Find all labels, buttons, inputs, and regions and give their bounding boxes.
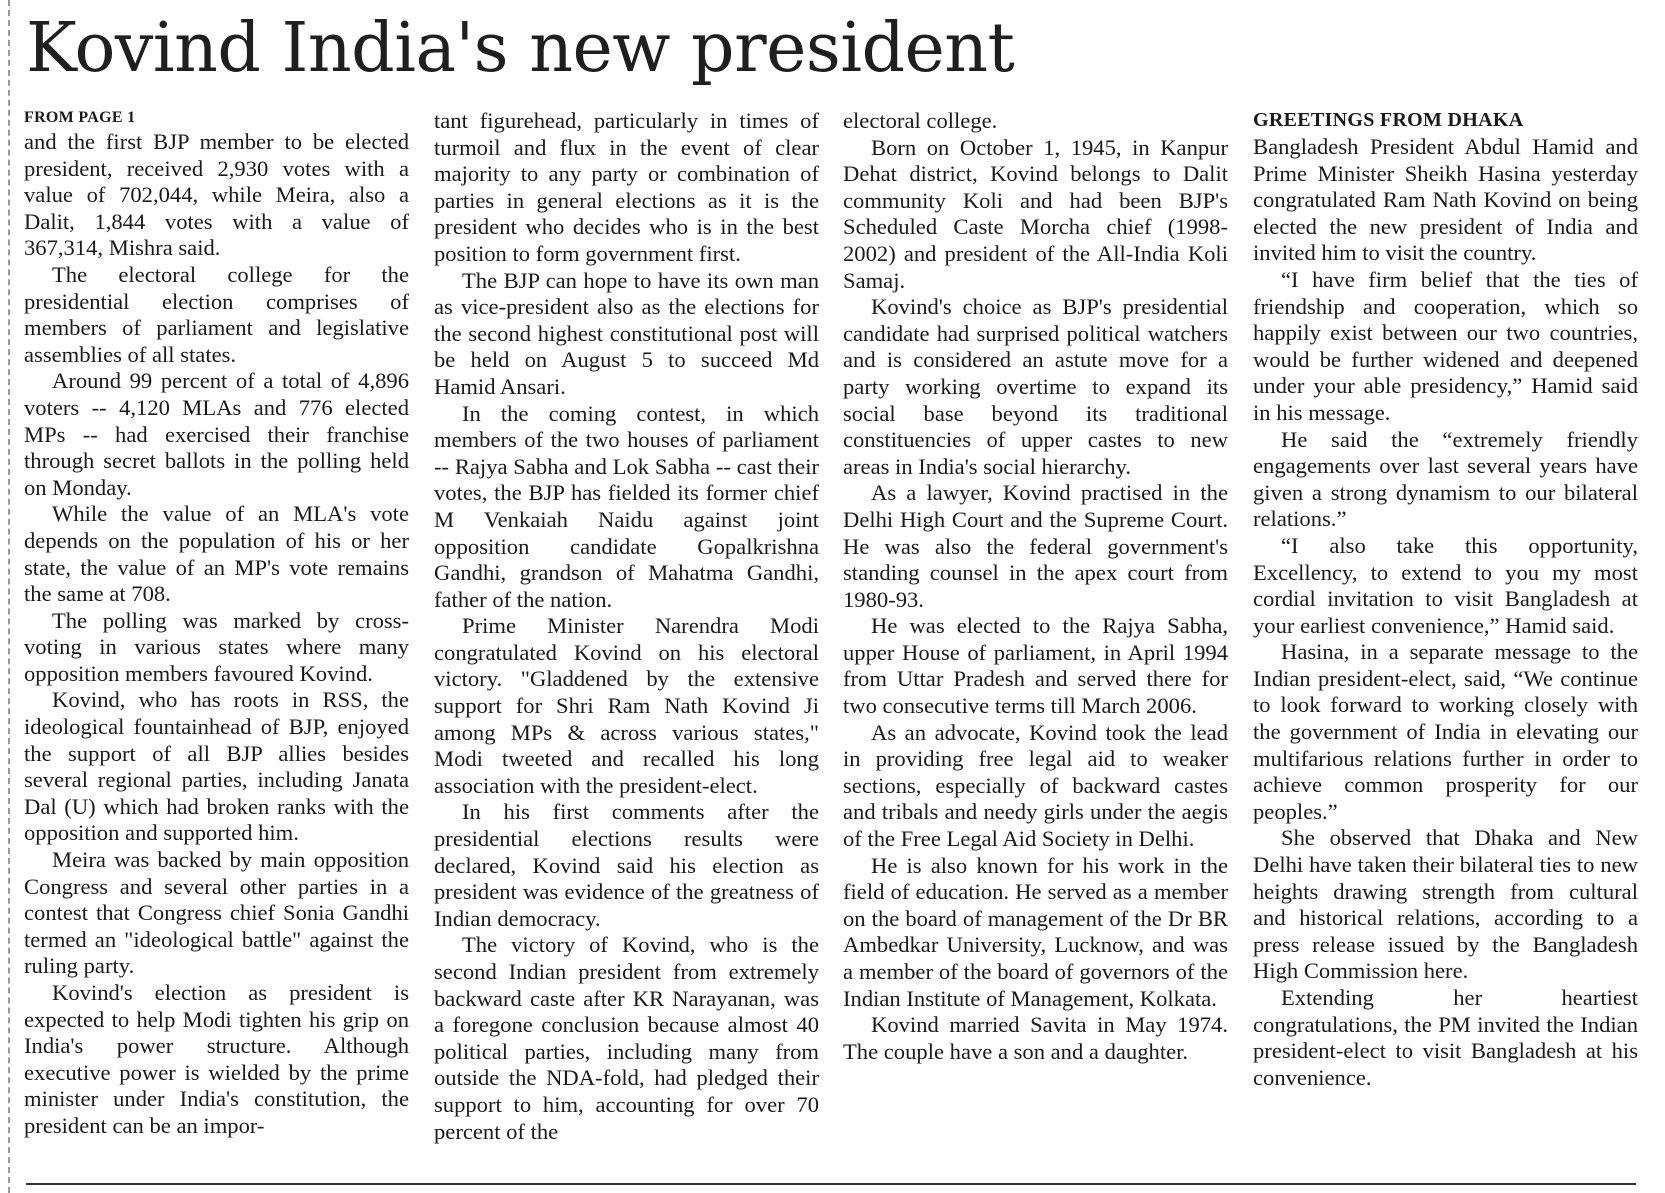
paragraph: The BJP can hope to have its own man as vice-president also as the elections for the second highest constitutional post will be held on August 5 to succeed Md Hamid Ansari. (434, 267, 819, 399)
paragraph: In the coming contest, in which members of the two houses of parliament -- Rajya Sabha and Lok Sabha -- cast their votes, the BJP has fielded its former chief M Venkaiah Naidu against joint opposition candidate Gopalkrishna Gandhi, grandson of Mahatma Gandhi, father of the nation. (434, 400, 819, 612)
subhead-greetings: GREETINGS FROM DHAKA (1253, 109, 1524, 131)
paragraph: She observed that Dhaka and New Delhi have taken their bilateral ties to new heights drawing strength from cultural and historical relations, according to a press release issued by the Bangladesh High Commission here. (1253, 825, 1638, 984)
paragraph: Hasina, in a separate message to the Indian president-elect, said, “We continue to look forward to working closely with the government of India in elevating our multifarious relations further in order to achieve common prosperity for our peoples.” (1253, 639, 1638, 824)
paragraph: He was elected to the Rajya Sabha, upper House of parliament, in April 1994 from Uttar Pradesh and served there for two consecutive terms till March 2006. (843, 613, 1228, 719)
column-4 (1253, 108, 1638, 1091)
paragraph: Kovind's election as president is expected to help Modi tighten his grip on India's power structure. Although executive power is wielded by the prime minister under India's constitution, the president can be an impor- (24, 980, 409, 1138)
page-fold-rule (8, 0, 10, 1193)
column-2 (434, 108, 819, 1145)
paragraph: Prime Minister Narendra Modi congratulated Kovind on his electoral victory. "Gladdened by the extensive support for Shri Ram Nath Kovind Ji among MPs & across various states," Modi tweeted and recalled his long association with the president-elect. (434, 613, 819, 798)
paragraph: Around 99 percent of a total of 4,896 voters -- 4,120 MLAs and 776 elected MPs -- had exercised their franchise through secret ballots in the polling held on Monday. (24, 368, 409, 500)
paragraph: The polling was marked by cross-voting in various states where many opposition members favoured Kovind. (24, 607, 409, 686)
paragraph: Extending her heartiest congratulations, the PM invited the Indian president-elect to visit Bangladesh at his convenience. (1253, 985, 1638, 1090)
paragraph: Kovind married Savita in May 1974. The couple have a son and a daughter. (843, 1012, 1228, 1064)
paragraph: In his first comments after the presidential elections results were declared, Kovind said his election as president was evidence of the greatness of Indian democracy. (434, 799, 819, 931)
paragraph: As an advocate, Kovind took the lead in providing free legal aid to weaker sections, especially of backward castes and tribals and needy girls under the aegis of the Free Legal Aid Society in Delhi. (843, 719, 1228, 852)
paragraph: “I also take this opportunity, Excellency, to extend to you my most cordial invitation to visit Bangladesh at your earliest convenience,” Hamid said. (1253, 532, 1638, 638)
paragraph: The electoral college for the presidential election comprises of members of parliament and legislative assemblies of all states. (24, 261, 409, 367)
paragraph: While the value of an MLA's vote depends on the population of his or her state, the value of an MP's vote remains the same at 708. (24, 501, 409, 607)
paragraph: The victory of Kovind, who is the second Indian president from extremely backward caste after KR Narayanan, was a foregone conclusion because almost 40 political parties, including many from outside the NDA-fold, had pledged their support to him, accounting for over 70 percent of the (434, 932, 819, 1144)
paragraph: As a lawyer, Kovind practised in the Delhi High Court and the Supreme Court. He was also the federal government's standing counsel in the apex court from 1980-93. (843, 480, 1228, 612)
paragraph: He is also known for his work in the field of education. He served as a member on the board of management of the Dr BR Ambedkar University, Lucknow, and was a member of the board of governors of the Indian Institute of Management, Kolkata. (843, 852, 1228, 1011)
headline: Kovind India's new president (26, 9, 1015, 88)
article-body (24, 108, 1646, 1178)
paragraph: electoral college. (843, 108, 998, 133)
paragraph: Born on October 1, 1945, in Kanpur Dehat district, Kovind belongs to Dalit community Koli and had been BJP's Scheduled Caste Morcha chief (1998-2002) and president of the All-India Koli Samaj. (843, 134, 1228, 293)
paragraph: Meira was backed by main opposition Congress and several other parties in a contest that Congress chief Sonia Gandhi termed an "ideological battle" against the ruling party. (24, 847, 409, 979)
bottom-rule (26, 1183, 1636, 1185)
dateline: FROM PAGE 1 (24, 109, 136, 126)
paragraph: He said the “extremely friendly engagements over last several years have given a strong dynamism to our bilateral relations.” (1253, 426, 1638, 532)
column-3 (843, 108, 1228, 1065)
paragraph: “I have firm belief that the ties of friendship and cooperation, which so happily exist between our two countries, would be further widened and deepened under your able presidency,” Hamid said in his message. (1253, 266, 1638, 425)
paragraph: Kovind's choice as BJP's presidential candidate had surprised political watchers and is considered an astute move for a party working overtime to expand its social base beyond its traditional constituencies of upper castes to new areas in India's social hierarchy. (843, 294, 1228, 479)
paragraph: and the first BJP member to be elected president, received 2,930 votes with a value of 702,044, while Meira, also a Dalit, 1,844 votes with a value of 367,314, Mishra said. (24, 129, 409, 261)
paragraph: Kovind, who has roots in RSS, the ideological fountainhead of BJP, enjoyed the support of all BJP allies besides several regional parties, including Janata Dal (U) which had broken ranks with the opposition and supported him. (24, 687, 409, 846)
paragraph: Bangladesh President Abdul Hamid and Prime Minister Sheikh Hasina yesterday congratulated Ram Nath Kovind on being elected the new president of India and invited him to visit the country. (1253, 134, 1638, 266)
column-1 (24, 108, 409, 1140)
paragraph: tant figurehead, particularly in times of turmoil and flux in the event of clear majority to any party or combination of parties in general elections as it is the president who decides who is in the best position to form government first. (434, 108, 819, 266)
